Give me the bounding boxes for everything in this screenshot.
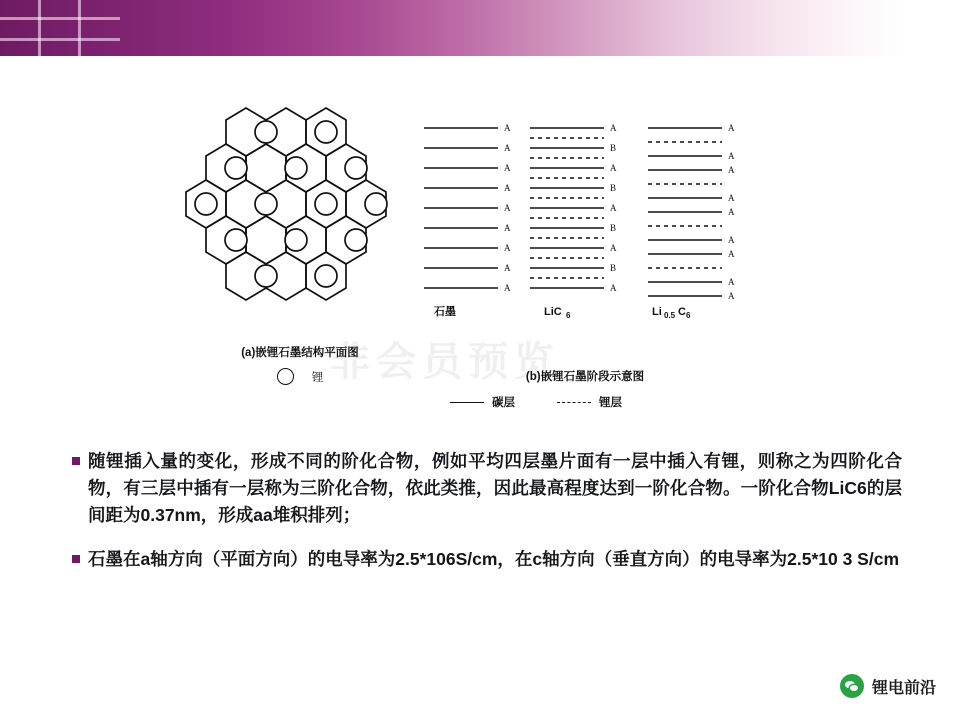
svg-text:石墨: 石墨	[434, 306, 456, 318]
svg-text:LiC: LiC	[544, 306, 562, 318]
wechat-icon	[840, 674, 864, 698]
svg-text:A: A	[728, 277, 735, 287]
honeycomb-svg	[170, 100, 410, 320]
svg-text:Li: Li	[652, 306, 662, 318]
header-grid-pattern	[0, 0, 120, 56]
svg-text:A: A	[504, 243, 511, 253]
slide-body-text	[72, 430, 902, 588]
svg-text:A: A	[504, 183, 511, 193]
svg-text:A: A	[504, 203, 511, 213]
svg-text:A: A	[610, 123, 617, 133]
svg-text:B: B	[610, 223, 617, 233]
svg-text:A: A	[728, 151, 735, 161]
svg-text:A: A	[504, 123, 511, 133]
decorative-header-band	[0, 0, 960, 56]
legend-panel-a-label: 锂	[311, 371, 324, 384]
svg-text:A: A	[728, 165, 735, 175]
svg-text:A: A	[504, 283, 511, 293]
svg-text:A: A	[504, 143, 511, 153]
svg-text:B: B	[610, 143, 617, 153]
dashed-line-icon	[557, 402, 591, 403]
svg-text:A: A	[610, 203, 617, 213]
bullet-paragraph-2: 石墨在a轴方向（平面方向）的电导率为2.5*106S/cm，在c轴方向（垂直方向）的电导率为2.5*10 3 S/cm	[72, 546, 902, 573]
svg-text:A: A	[610, 283, 617, 293]
svg-text:A: A	[504, 263, 511, 273]
lithium-circle-icon	[277, 368, 294, 385]
svg-text:A: A	[728, 207, 735, 217]
figure-panel-b-stacking	[420, 120, 810, 320]
legend-panel-b	[450, 394, 730, 410]
solid-line-icon	[450, 402, 484, 403]
header-band-fade	[104, 0, 144, 56]
svg-text:A: A	[504, 163, 511, 173]
caption-panel-b: (b)嵌锂石墨阶段示意图	[525, 371, 645, 383]
svg-text:A: A	[728, 249, 735, 259]
watermark-text: 非会员预览	[330, 340, 560, 384]
footer-brand	[840, 674, 936, 698]
svg-text:A: A	[728, 235, 735, 245]
stacking-svg	[420, 120, 810, 320]
figure-panel-a-honeycomb	[170, 100, 410, 320]
svg-text:A: A	[728, 123, 735, 133]
legend-carbon-layer-label: 碳层	[492, 397, 515, 409]
svg-text:A: A	[610, 243, 617, 253]
bullet-paragraph-1: 随锂插入量的变化，形成不同的阶化合物，例如平均四层墨片面有一层中插入有锂，则称之为四阶化合物，有三层中插有一层称为三阶化合物，依此类推，因此最高程度达到一阶化合物。一阶化合物LiC6的层间距为0.37nm，形成aa堆积排列；	[72, 448, 902, 529]
svg-text:B: B	[610, 263, 617, 273]
footer-brand-label: 锂电前沿	[871, 679, 936, 697]
svg-text:6: 6	[566, 311, 571, 320]
svg-text:6: 6	[686, 311, 691, 320]
caption-panel-a: (a)嵌锂石墨结构平面图	[241, 347, 359, 359]
svg-text:A: A	[610, 163, 617, 173]
svg-text:C: C	[678, 306, 686, 318]
legend-panel-a	[190, 368, 410, 385]
svg-text:A: A	[728, 291, 735, 301]
svg-text:A: A	[728, 193, 735, 203]
legend-lithium-layer-label: 锂层	[599, 397, 622, 409]
svg-text:0.5: 0.5	[664, 311, 676, 320]
svg-text:B: B	[610, 183, 617, 193]
svg-text:A: A	[504, 223, 511, 233]
figure-captions	[150, 344, 810, 409]
